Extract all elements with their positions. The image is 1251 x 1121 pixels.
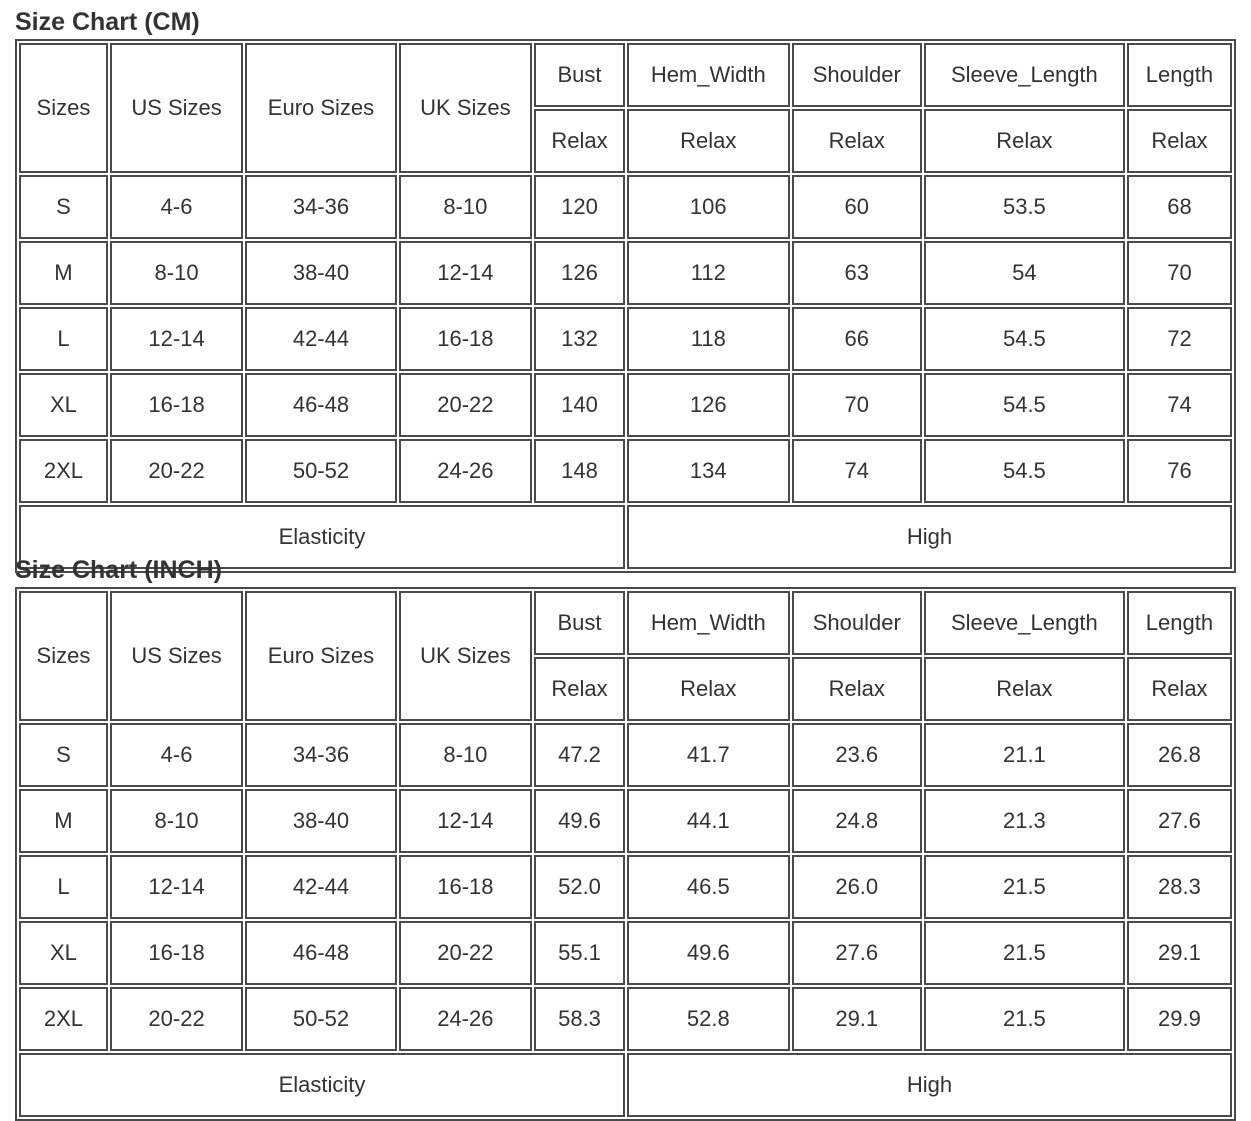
table-cell: 58.3 (534, 987, 625, 1051)
table-cell: 126 (534, 241, 625, 305)
header-fit: Relax (627, 657, 790, 721)
elasticity-label: Elasticity (19, 1053, 625, 1117)
table-cell: 21.3 (924, 789, 1125, 853)
table-row (19, 175, 1232, 239)
table-cell: 21.5 (924, 987, 1125, 1051)
table-cell: 24.8 (792, 789, 922, 853)
table-cell: 53.5 (924, 175, 1125, 239)
table-cell: 16-18 (399, 855, 532, 919)
table-cell: 23.6 (792, 723, 922, 787)
table-cell: 54.5 (924, 439, 1125, 503)
table-cell: 24-26 (399, 987, 532, 1051)
table-cell: 52.0 (534, 855, 625, 919)
table-cell: 70 (1127, 241, 1232, 305)
header-measure: Sleeve_Length (924, 591, 1125, 655)
table-cell: 16-18 (110, 921, 243, 985)
table-cell: 8-10 (399, 723, 532, 787)
header-measure: Shoulder (792, 591, 922, 655)
table-cell: 24-26 (399, 439, 532, 503)
header-measure: Hem_Width (627, 43, 790, 107)
table-cell: 27.6 (792, 921, 922, 985)
table-cell: 26.0 (792, 855, 922, 919)
table-cell: 47.2 (534, 723, 625, 787)
header-measure: Hem_Width (627, 591, 790, 655)
table-cell: 12-14 (110, 307, 243, 371)
size-chart-inch-title: Size Chart (INCH) (15, 556, 222, 584)
table-cell: 112 (627, 241, 790, 305)
header-measure: Length (1127, 591, 1232, 655)
table-cell: 41.7 (627, 723, 790, 787)
table-cell: 29.1 (1127, 921, 1232, 985)
table-cell: 72 (1127, 307, 1232, 371)
table-row (19, 373, 1232, 437)
table-cell: 44.1 (627, 789, 790, 853)
table-row (19, 307, 1232, 371)
table-cell: 12-14 (110, 855, 243, 919)
table-cell: 21.1 (924, 723, 1125, 787)
table-cell: 63 (792, 241, 922, 305)
size-label-cell: 2XL (19, 439, 108, 503)
header-us-sizes: US Sizes (110, 43, 243, 173)
table-cell: 76 (1127, 439, 1232, 503)
header-fit: Relax (534, 109, 625, 173)
elasticity-label: Elasticity (19, 505, 625, 569)
table-cell: 126 (627, 373, 790, 437)
table-cell: 54.5 (924, 373, 1125, 437)
elasticity-row (19, 1053, 1232, 1117)
elasticity-value: High (627, 505, 1232, 569)
header-measure: Sleeve_Length (924, 43, 1125, 107)
table-row (19, 855, 1232, 919)
table-cell: 68 (1127, 175, 1232, 239)
table-cell: 21.5 (924, 921, 1125, 985)
header-uk-sizes: UK Sizes (399, 43, 532, 173)
table-cell: 34-36 (245, 175, 397, 239)
table-row (19, 241, 1232, 305)
header-fit: Relax (1127, 109, 1232, 173)
header-euro-sizes: Euro Sizes (245, 43, 397, 173)
table-cell: 148 (534, 439, 625, 503)
table-row (19, 789, 1232, 853)
table-cell: 42-44 (245, 855, 397, 919)
header-uk-sizes: UK Sizes (399, 591, 532, 721)
table-cell: 46.5 (627, 855, 790, 919)
header-measure: Length (1127, 43, 1232, 107)
table-cell: 20-22 (110, 439, 243, 503)
header-fit: Relax (534, 657, 625, 721)
header-fit: Relax (924, 657, 1125, 721)
size-label-cell: 2XL (19, 987, 108, 1051)
table-cell: 49.6 (627, 921, 790, 985)
size-label-cell: L (19, 307, 108, 371)
table-cell: 74 (1127, 373, 1232, 437)
header-fit: Relax (792, 657, 922, 721)
header-row (19, 43, 1232, 107)
table-cell: 38-40 (245, 241, 397, 305)
table-cell: 8-10 (399, 175, 532, 239)
size-chart-cm-table (15, 39, 1236, 573)
table-cell: 50-52 (245, 439, 397, 503)
header-fit: Relax (627, 109, 790, 173)
size-label-cell: S (19, 175, 108, 239)
header-measure: Bust (534, 591, 625, 655)
table-cell: 16-18 (399, 307, 532, 371)
header-measure: Shoulder (792, 43, 922, 107)
table-cell: 118 (627, 307, 790, 371)
table-cell: 140 (534, 373, 625, 437)
header-fit: Relax (924, 109, 1125, 173)
table-cell: 132 (534, 307, 625, 371)
table-cell: 8-10 (110, 789, 243, 853)
header-sizes: Sizes (19, 591, 108, 721)
table-cell: 106 (627, 175, 790, 239)
size-label-cell: XL (19, 921, 108, 985)
table-cell: 54.5 (924, 307, 1125, 371)
table-cell: 38-40 (245, 789, 397, 853)
size-label-cell: XL (19, 373, 108, 437)
table-cell: 4-6 (110, 723, 243, 787)
header-measure: Bust (534, 43, 625, 107)
table-row (19, 439, 1232, 503)
table-cell: 46-48 (245, 921, 397, 985)
size-label-cell: L (19, 855, 108, 919)
table-cell: 70 (792, 373, 922, 437)
table-cell: 27.6 (1127, 789, 1232, 853)
table-cell: 20-22 (399, 921, 532, 985)
size-chart-cm-title: Size Chart (CM) (15, 8, 200, 36)
table-cell: 12-14 (399, 241, 532, 305)
table-cell: 60 (792, 175, 922, 239)
header-row (19, 591, 1232, 655)
table-cell: 52.8 (627, 987, 790, 1051)
table-cell: 66 (792, 307, 922, 371)
table-row (19, 921, 1232, 985)
size-label-cell: M (19, 241, 108, 305)
table-cell: 74 (792, 439, 922, 503)
table-row (19, 723, 1232, 787)
header-euro-sizes: Euro Sizes (245, 591, 397, 721)
header-sizes: Sizes (19, 43, 108, 173)
header-fit: Relax (792, 109, 922, 173)
table-cell: 26.8 (1127, 723, 1232, 787)
header-fit: Relax (1127, 657, 1232, 721)
table-cell: 46-48 (245, 373, 397, 437)
table-cell: 16-18 (110, 373, 243, 437)
table-cell: 55.1 (534, 921, 625, 985)
table-cell: 120 (534, 175, 625, 239)
table-cell: 49.6 (534, 789, 625, 853)
table-cell: 34-36 (245, 723, 397, 787)
table-cell: 12-14 (399, 789, 532, 853)
table-cell: 21.5 (924, 855, 1125, 919)
size-label-cell: M (19, 789, 108, 853)
size-label-cell: S (19, 723, 108, 787)
table-cell: 4-6 (110, 175, 243, 239)
table-cell: 42-44 (245, 307, 397, 371)
header-us-sizes: US Sizes (110, 591, 243, 721)
table-row (19, 987, 1232, 1051)
size-chart-inch-table (15, 587, 1236, 1121)
elasticity-value: High (627, 1053, 1232, 1117)
table-cell: 50-52 (245, 987, 397, 1051)
table-cell: 54 (924, 241, 1125, 305)
table-cell: 20-22 (110, 987, 243, 1051)
table-cell: 29.1 (792, 987, 922, 1051)
table-cell: 29.9 (1127, 987, 1232, 1051)
table-cell: 134 (627, 439, 790, 503)
table-cell: 20-22 (399, 373, 532, 437)
table-cell: 8-10 (110, 241, 243, 305)
table-cell: 28.3 (1127, 855, 1232, 919)
